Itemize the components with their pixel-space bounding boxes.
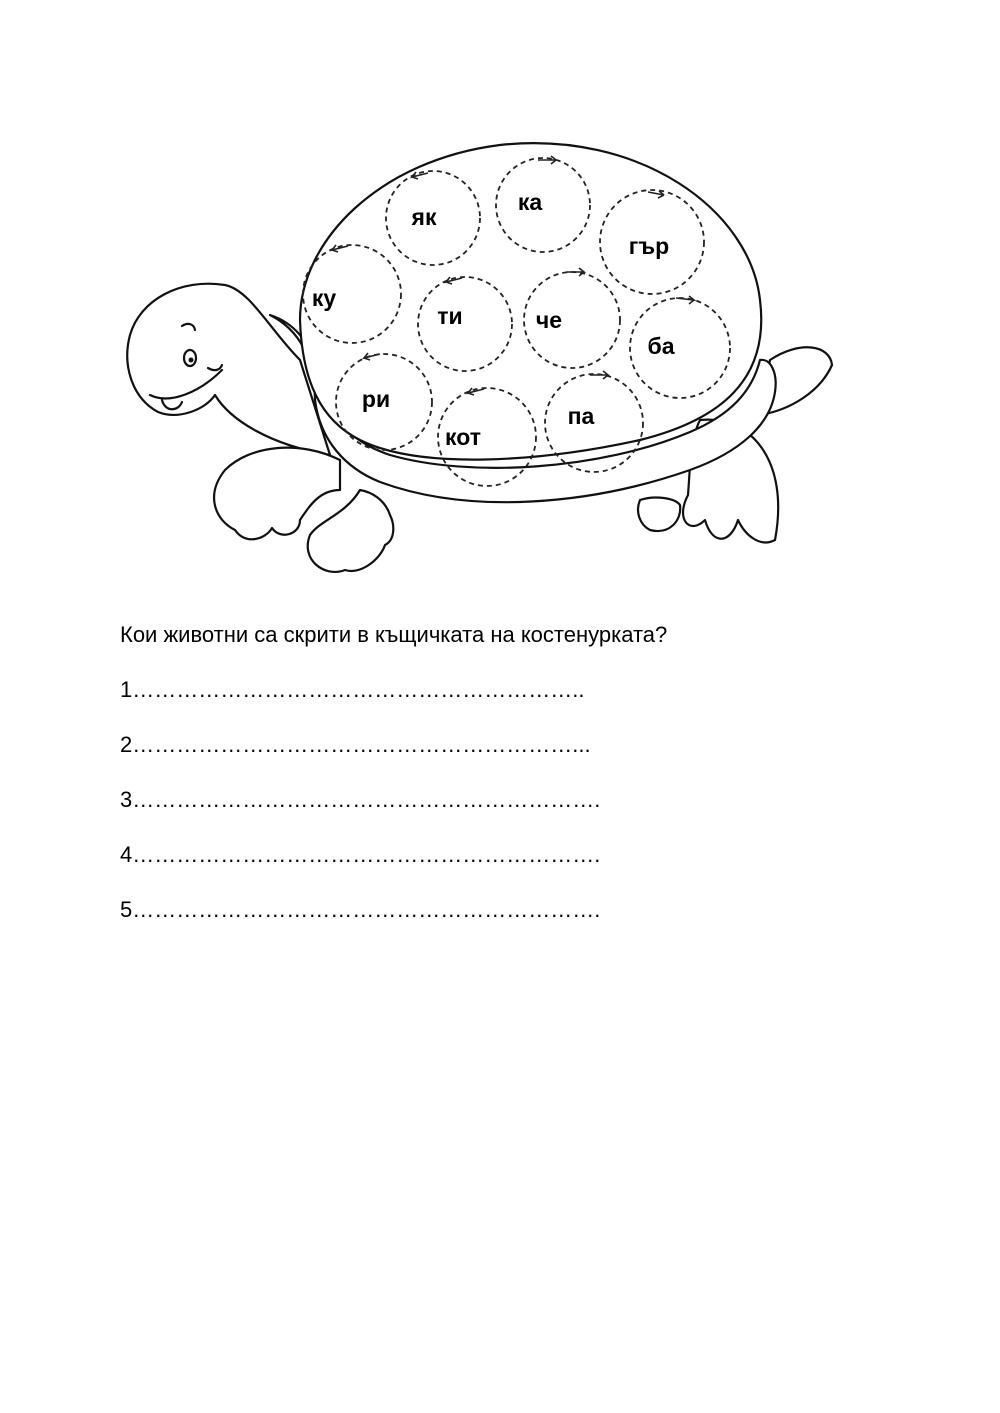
pupil [189,358,194,363]
syllable-label: як [411,204,437,230]
answer-line-2[interactable]: 2……………………………………………………... [120,732,591,757]
syllable-label: кот [445,424,481,450]
answer-line-5[interactable]: 5………………………………………………………. [120,897,601,922]
question-text: Кои животни са скрити в къщичката на костенурката? [120,622,668,647]
answer-line-4[interactable]: 4………………………………………………………. [120,842,601,867]
turtle-illustration [0,0,1000,600]
syllable-label: че [535,307,563,333]
back-far-leg [638,498,680,531]
syllable-label: ти [437,303,463,329]
syllable-label: ри [361,386,391,412]
front-right-leg [308,490,394,572]
syllable-label: ка [517,189,543,215]
syllable-label: ба [647,333,675,359]
answer-line-1[interactable]: 1…………………………………………………….. [120,677,585,702]
answer-line-3[interactable]: 3………………………………………………………. [120,787,601,812]
syllable-label: па [567,403,595,429]
syllable-label: ку [311,285,337,311]
syllable-label: гър [628,233,670,259]
